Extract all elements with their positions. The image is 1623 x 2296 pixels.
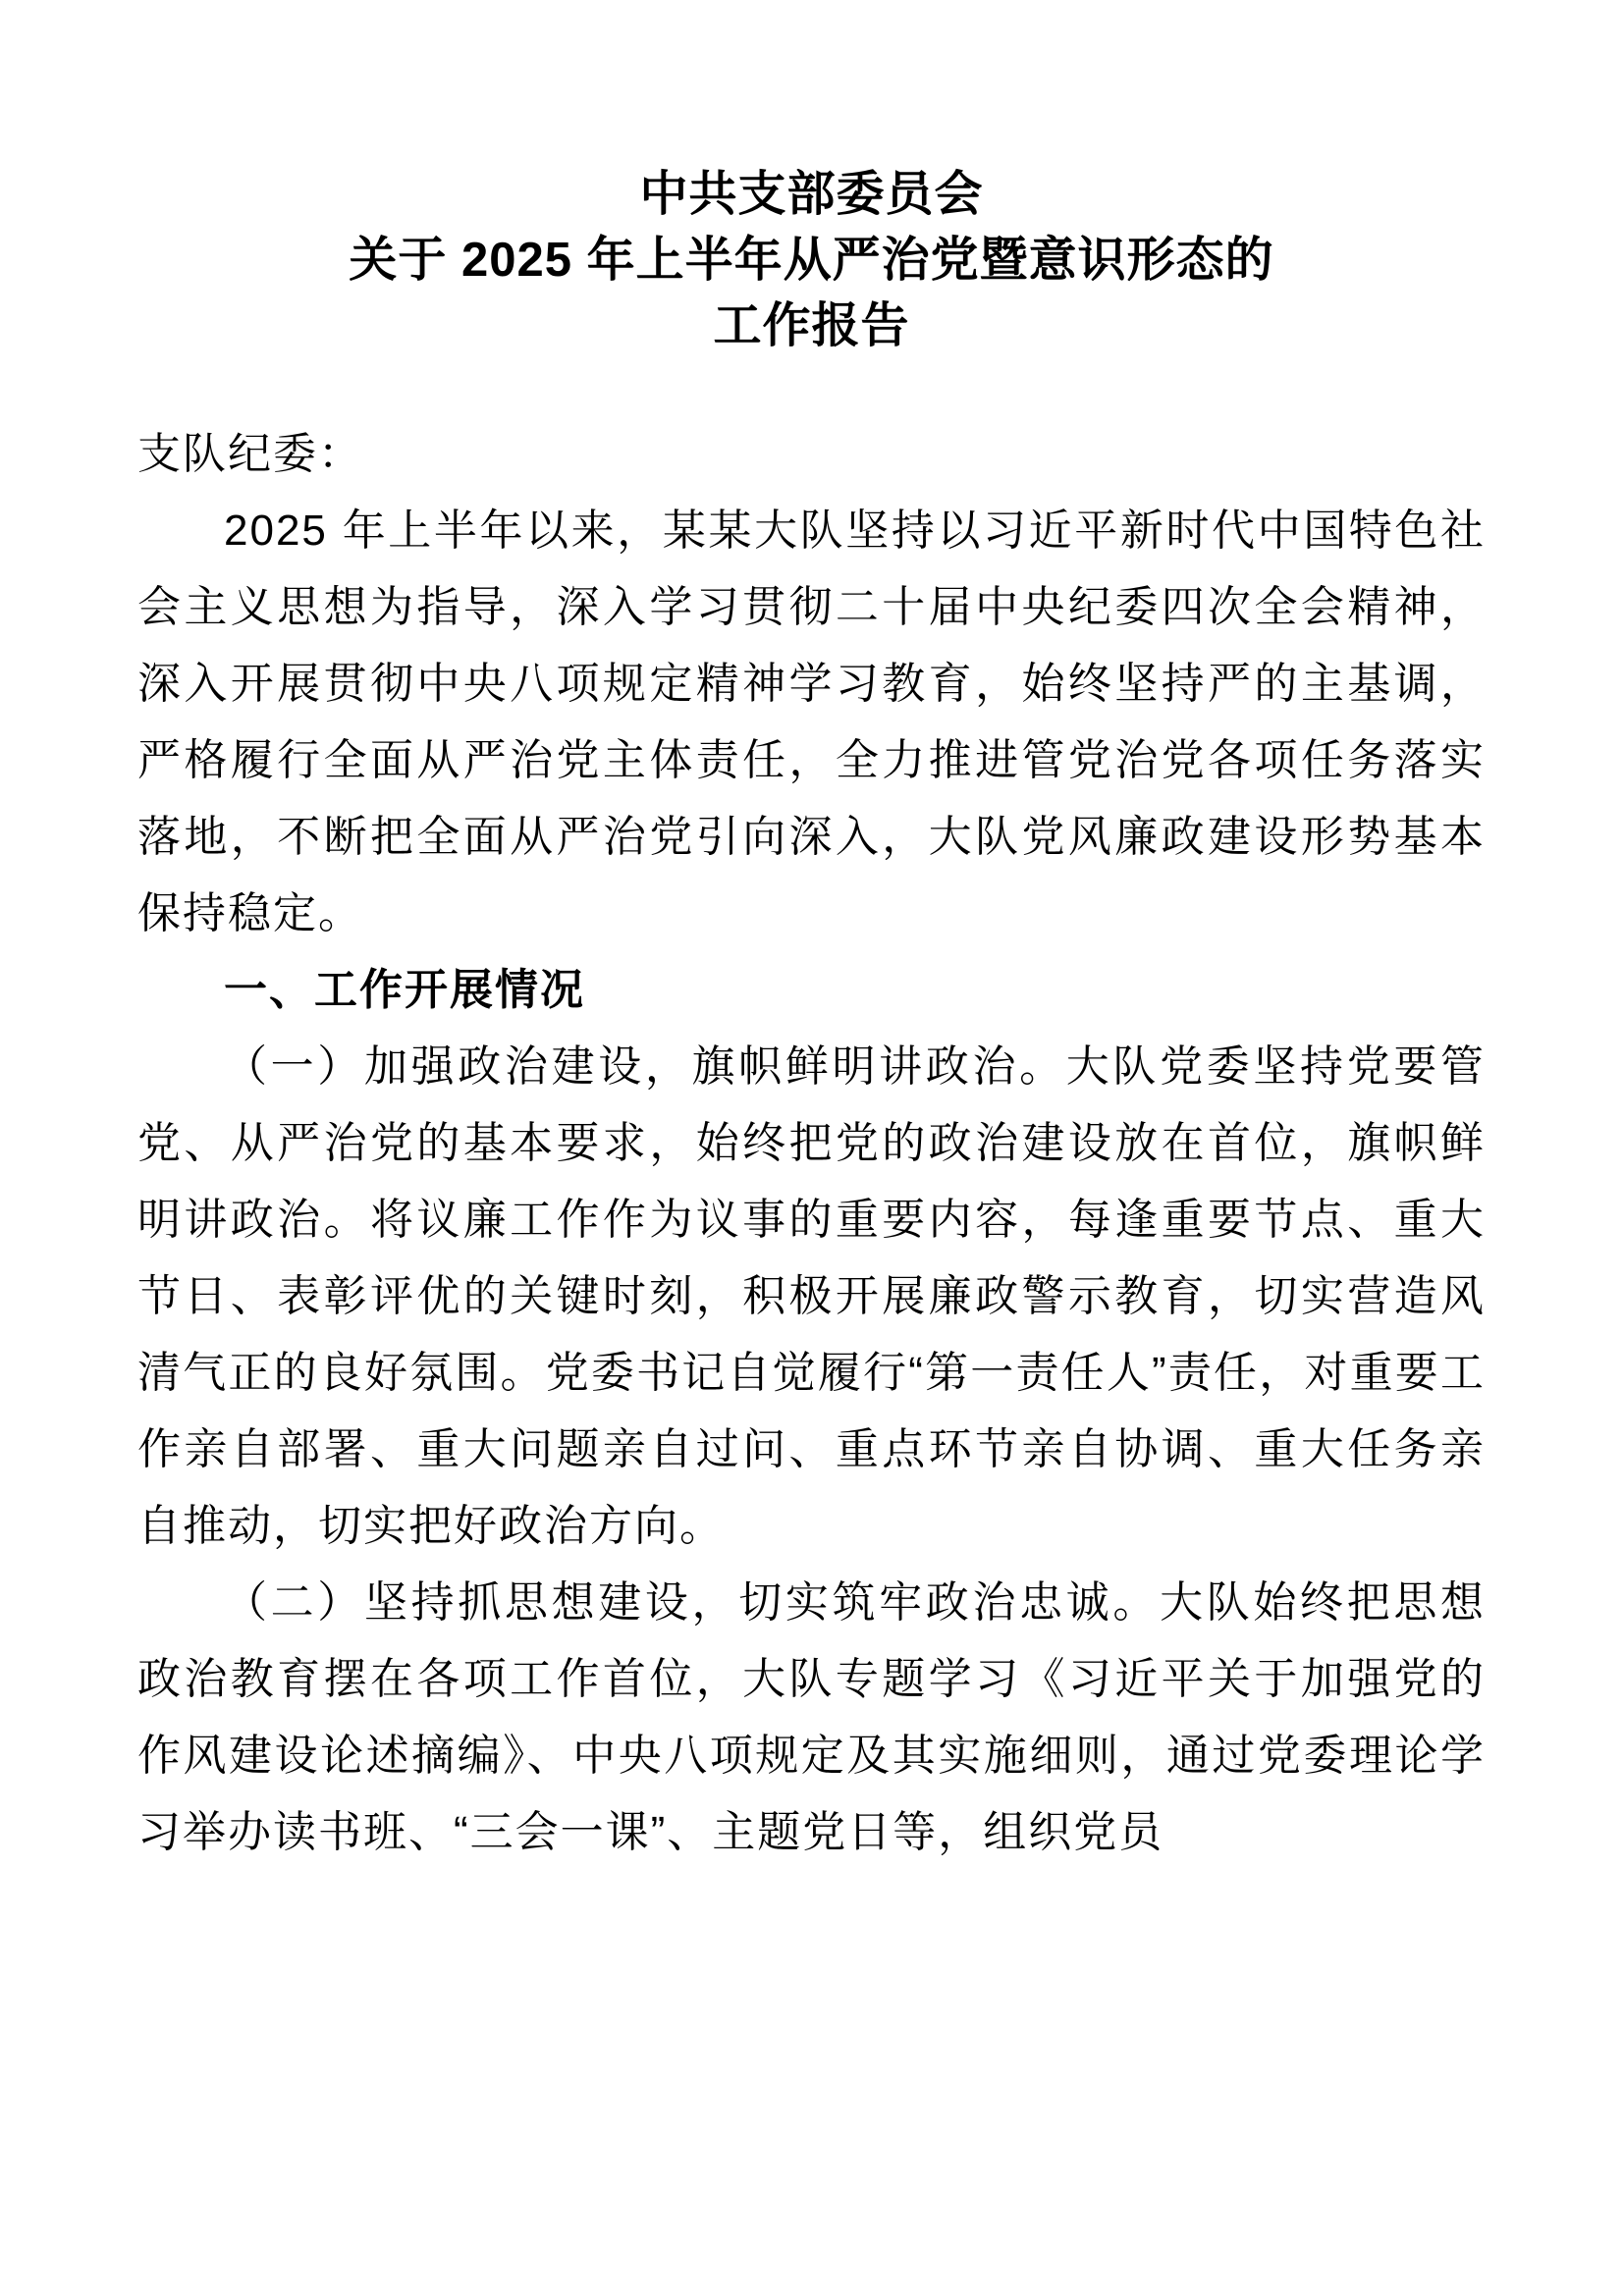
document-title [137, 162, 1486, 359]
title-line-2: 关于 2025 年上半年从严治党暨意识形态的 [349, 234, 1274, 287]
document-body [137, 416, 1486, 1871]
title-line-3: 工作报告 [713, 299, 910, 352]
section-heading-work-progress: 一、工作开展情况 [224, 966, 585, 1014]
paragraph-section-two: （二）坚持抓思想建设，切实筑牢政治忠诚。大队始终把思想政治教育摆在各项工作首位，大队专题学习《习近平关于加强党的作风建设论述摘编》、中央八项规定及其实施细则，通过党委理论学习举办读书班、“三会一课”、主题党日等，组织党员 [137, 1578, 1486, 1856]
paragraph-introduction: 2025 年上半年以来，某某大队坚持以习近平新时代中国特色社会主义思想为指导，深入学习贯彻二十届中央纪委四次全会精神，深入开展贯彻中央八项规定精神学习教育，始终坚持严的主基调，严格履行全面从严治党主体责任，全力推进管党治党各项任务落实落地，不断把全面从严治党引向深入，大队党风廉政建设形势基本保持稳定。 [137, 507, 1486, 937]
title-line-1: 中共支部委员会 [639, 168, 984, 221]
salutation: 支队纪委： [137, 430, 363, 478]
paragraph-section-one: （一）加强政治建设，旗帜鲜明讲政治。大队党委坚持党要管党、从严治党的基本要求，始终把党的政治建设放在首位，旗帜鲜明讲政治。将议廉工作作为议事的重要内容，每逢重要节点、重大节日、表彰评优的关键时刻，积极开展廉政警示教育，切实营造风清气正的良好氛围。党委书记自觉履行“第一责任人”责任，对重要工作亲自部署、重大问题亲自过问、重点环节亲自协调、重大任务亲自推动，切实把好政治方向。 [137, 1042, 1486, 1550]
